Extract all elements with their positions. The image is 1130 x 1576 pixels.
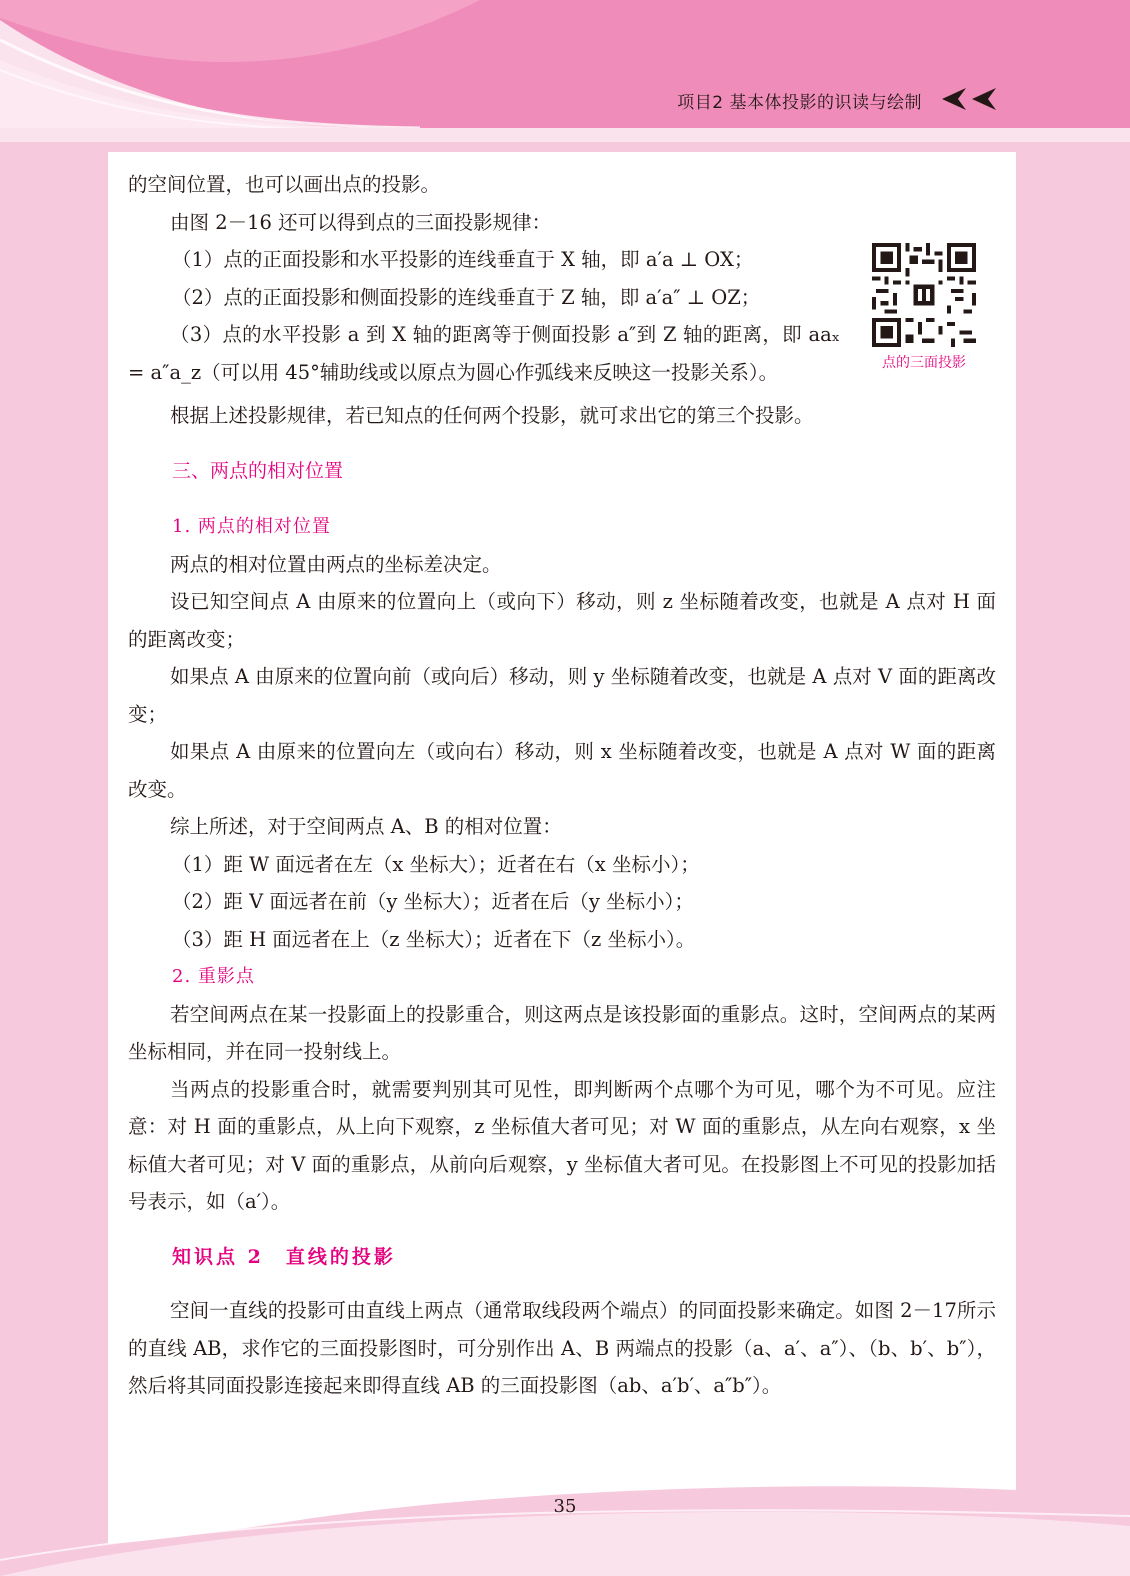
paragraph: 如果点 A 由原来的位置向前（或向后）移动，则 y 坐标随着改变，也就是 A 点对 V 面的距离改变；: [128, 665, 996, 726]
paragraph: 由图 2－16 还可以得到点的三面投影规律：: [170, 210, 552, 234]
list-item: （3）距 H 面远者在上（z 坐标大）；近者在下（z 坐标小）。: [172, 927, 696, 951]
paragraph: 如果点 A 由原来的位置向左（或向右）移动，则 x 坐标随着改变，也就是 A 点对 W 面的距离改变。: [128, 740, 996, 801]
rule-item: （1）点的正面投影和水平投影的连线垂直于 X 轴，即 a′a ⊥ OX；: [172, 248, 754, 271]
qr-caption: 点的三面投影: [882, 355, 966, 371]
header-title: 项目2 基本体投影的识读与绘制: [677, 93, 922, 113]
list-item: （2）距 V 面远者在前（y 坐标大）；近者在后（y 坐标小）；: [172, 890, 694, 913]
paragraph: 根据上述投影规律，若已知点的任何两个投影，就可求出它的第三个投影。: [170, 404, 814, 427]
main-content: [128, 166, 996, 1405]
footer-band: [0, 1460, 1130, 1576]
double-arrow-left-icon: [940, 86, 1000, 112]
header-band: [0, 0, 1130, 150]
header-stripe: [0, 142, 1130, 152]
paragraph: 若空间两点在某一投影面上的投影重合，则这两点是该投影面的重影点。这时，空间两点的某两坐标相同，并在同一投射线上。: [128, 1002, 996, 1063]
page-number: 35: [553, 1496, 577, 1517]
paragraph: 的空间位置，也可以画出点的投影。: [128, 173, 441, 196]
knowledge-point-heading: 知识点 2 直线的投影: [172, 1245, 396, 1268]
paragraph: 设已知空间点 A 由原来的位置向上（或向下）移动，则 z 坐标随着改变，也就是 A 点对 H 面的距离改变；: [128, 590, 996, 651]
paragraph: 两点的相对位置由两点的坐标差决定。: [170, 552, 502, 576]
rule-item: （2）点的正面投影和侧面投影的连线垂直于 Z 轴，即 a′a″ ⊥ OZ；: [172, 285, 761, 309]
section-heading: 三、两点的相对位置: [172, 459, 344, 482]
rule-item: （3）点的水平投影 a 到 X 轴的距离等于侧面投影 a″到 Z 轴的距离，即 aaₓ = a″a_z（可以用 45°辅助线或以原点为圆心作弧线来反映这一投影关系）。: [128, 323, 840, 384]
paragraph: 空间一直线的投影可由直线上两点（通常取线段两个端点）的同面投影来确定。如图 2－17所示的直线 AB，求作它的三面投影图时，可分别作出 A、B 两端点的投影（a、a′、a″）、（b、b′、b″），然后将其同面投影连接起来即得直线 AB 的三面投影图（ab、a′b′、a″b″）。: [128, 1299, 996, 1397]
paragraph: 综上所述，对于空间两点 A、B 的相对位置：: [170, 815, 562, 838]
paragraph: 当两点的投影重合时，就需要判别其可见性，即判断两个点哪个为可见，哪个为不可见。应注意：对 H 面的重影点，从上向下观察，z 坐标值大者可见；对 W 面的重影点，从左向右观察，x 坐标值大者可见；对 V 面的重影点，从前向后观察，y 坐标值大者可见。在投影图上不可见的投影加括号表示，如（a′）。: [128, 1077, 996, 1213]
subsection-heading: 1. 两点的相对位置: [172, 516, 331, 537]
list-item: （1）距 W 面远者在左（x 坐标大）；近者在右（x 坐标小）；: [172, 852, 700, 876]
subsection-heading: 2. 重影点: [172, 966, 255, 987]
